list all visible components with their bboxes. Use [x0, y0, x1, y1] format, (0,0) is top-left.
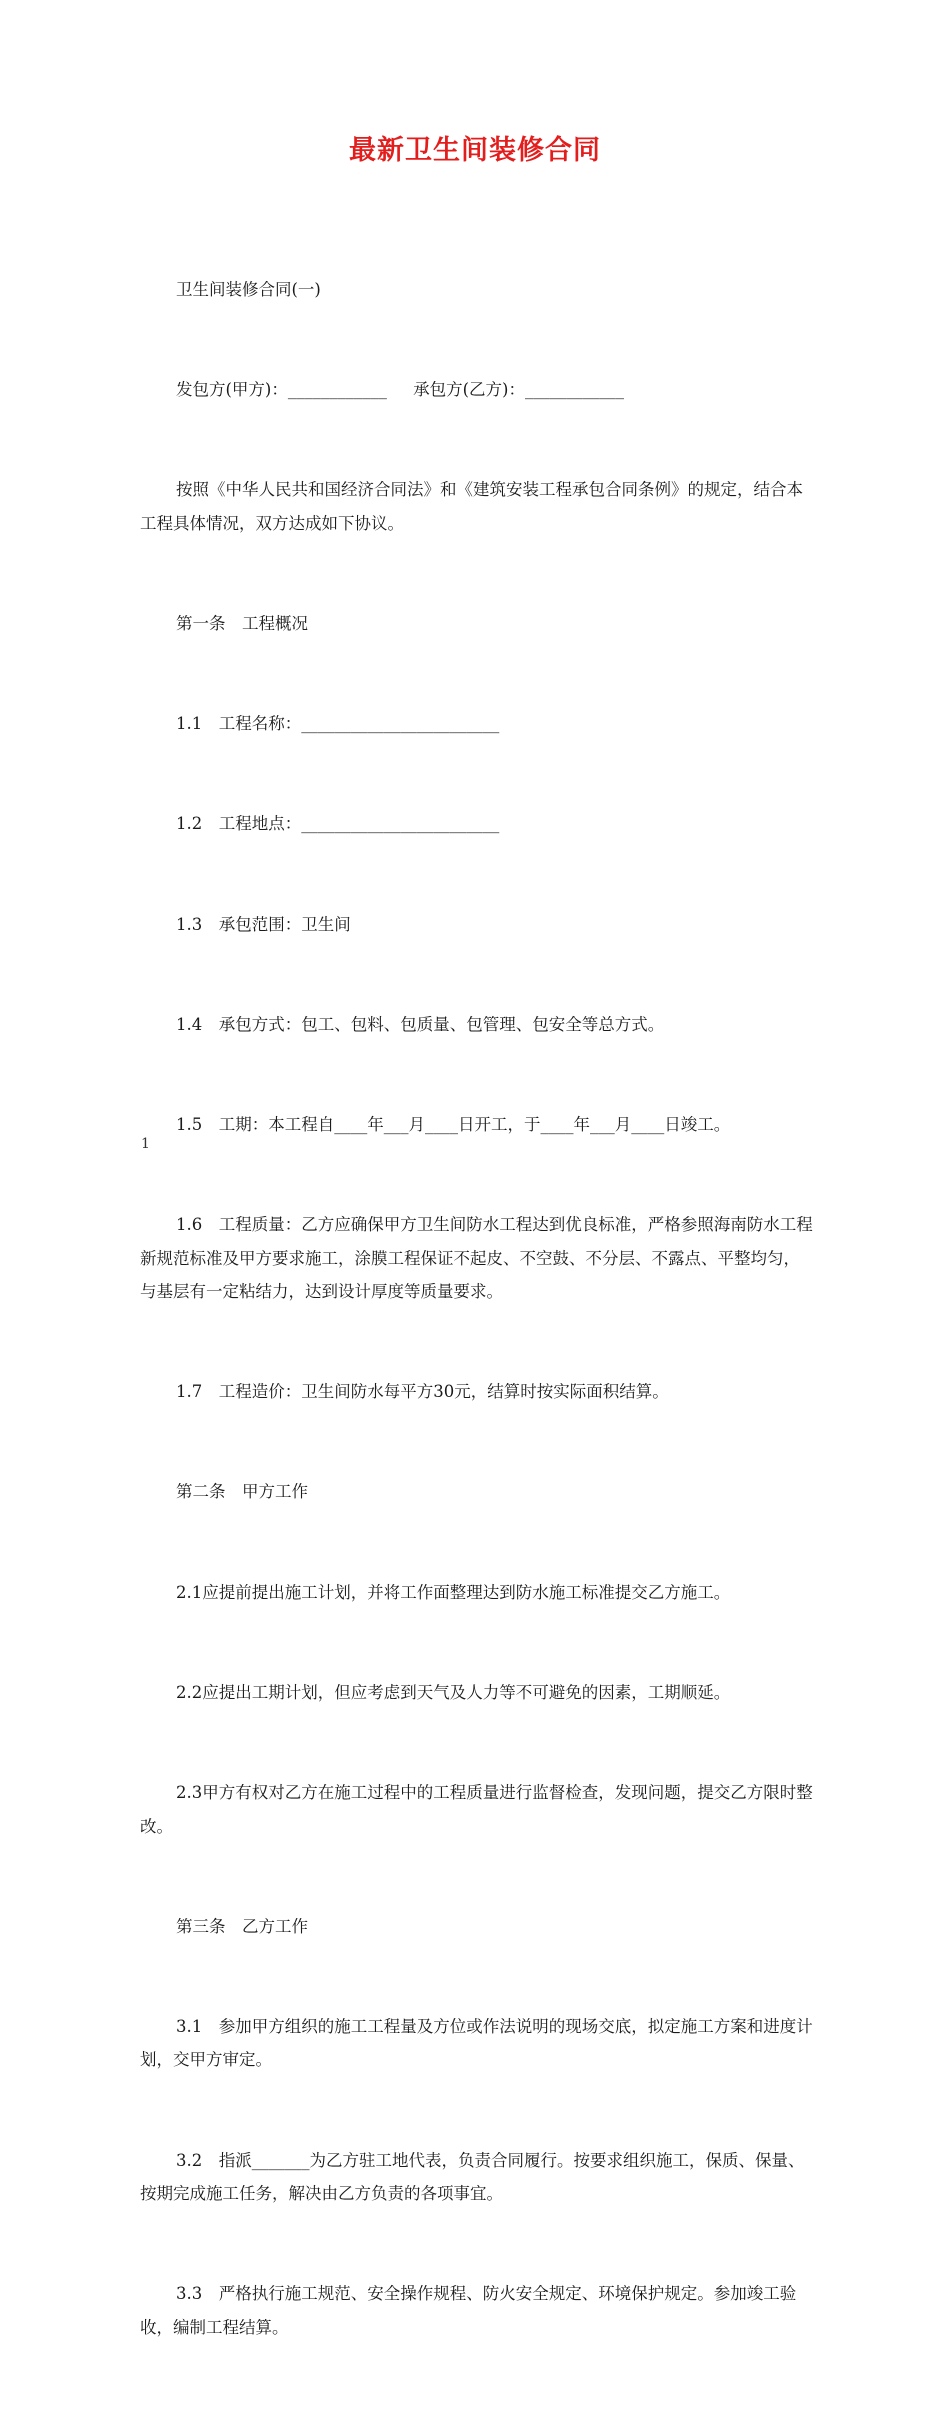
page-number: 1 [141, 1136, 150, 1152]
section-heading-2: 第二条 甲方工作 [176, 1482, 308, 1502]
clause-1-7: 1.7 工程造价：卫生间防水每平方30元，结算时按实际面积结算。 [176, 1382, 669, 1402]
document-body [140, 206, 815, 2411]
paragraph-subtitle: 卫生间装修合同(一) [176, 279, 321, 299]
section-heading-1: 第一条 工程概况 [176, 613, 308, 633]
clause-2-2: 2.2应提出工期计划，但应考虑到天气及人力等不可避免的因素，工期顺延。 [176, 1682, 731, 1702]
clause-1-3: 1.3 承包范围：卫生间 [176, 914, 351, 934]
clause-1-1: 1.1 工程名称：________________________ [176, 714, 500, 734]
paragraph-parties: 发包方(甲方)：____________ 承包方(乙方)：____________ [176, 380, 624, 400]
clause-1-2: 1.2 工程地点：________________________ [176, 814, 500, 834]
clause-2-3: 2.3甲方有权对乙方在施工过程中的工程质量进行监督检查，发现问题，提交乙方限时整改。 [140, 1783, 813, 1836]
section-heading-3: 第三条 乙方工作 [176, 1916, 308, 1936]
clause-1-6: 1.6 工程质量：乙方应确保甲方卫生间防水工程达到优良标准，严格参照海南防水工程新规范标准及甲方要求施工，涂膜工程保证不起皮、不空鼓、不分层、不露点、平整均匀，与基层有一定粘结力，达到设计厚度等质量要求。 [140, 1215, 813, 1301]
paragraph-preamble: 按照《中华人民共和国经济合同法》和《建筑安装工程承包合同条例》的规定，结合本工程具体情况，双方达成如下协议。 [140, 480, 803, 533]
clause-3-1: 3.1 参加甲方组织的施工工程量及方位或作法说明的现场交底，拟定施工方案和进度计划，交甲方审定。 [140, 2016, 813, 2070]
clause-3-2: 3.2 指派_______为乙方驻工地代表，负责合同履行。按要求组织施工，保质、保量、按期完成施工任务，解决由乙方负责的各项事宜。 [140, 2150, 805, 2203]
clause-1-4: 1.4 承包方式：包工、包料、包质量、包管理、包安全等总方式。 [176, 1014, 665, 1034]
clause-1-5: 1.5 工期：本工程自____年___月____日开工，于____年___月____日竣工。 [176, 1114, 731, 1134]
document-title: 最新卫生间装修合同 [349, 135, 601, 166]
clause-2-1: 2.1应提前提出施工计划，并将工作面整理达到防水施工标准提交乙方施工。 [176, 1582, 731, 1602]
clause-3-3: 3.3 严格执行施工规范、安全操作规程、防火安全规定、环境保护规定。参加竣工验收，编制工程结算。 [140, 2284, 797, 2337]
